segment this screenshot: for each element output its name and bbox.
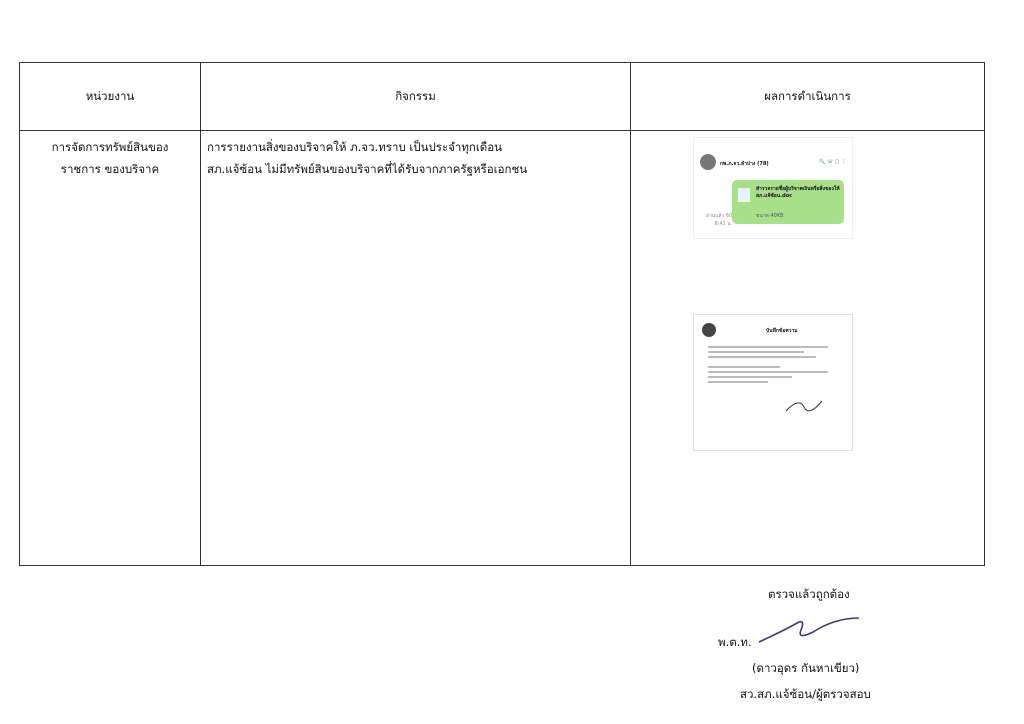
avatar bbox=[700, 154, 716, 170]
signer-position: สว.สภ.แจ้ซ้อน/ผู้ตรวจสอบ bbox=[740, 687, 871, 701]
file-size: ขนาด 40KB bbox=[756, 213, 784, 219]
handwritten-signature bbox=[755, 612, 865, 646]
signer-name: (ดาวอุดร กันหาเขียว) bbox=[752, 661, 860, 675]
header-result: ผลการดำเนินการ bbox=[631, 63, 985, 131]
memo-title: บันทึกข้อความ bbox=[766, 328, 798, 334]
header-activity: กิจกรรม bbox=[201, 63, 631, 131]
document-icon bbox=[738, 188, 750, 202]
activity-cell bbox=[201, 131, 631, 566]
chat-toolbar-icons: 🔍 ☏ ▢ ⋮ bbox=[819, 159, 846, 165]
unit-line: ราชการ ของบริจาค bbox=[60, 162, 160, 176]
unit-line: การจัดการทรัพย์สินของ bbox=[51, 140, 169, 154]
chat-group-name: กพ.ภ.จว.ลำปาง (78) bbox=[720, 161, 769, 167]
verified-label: ตรวจแล้วถูกต้อง bbox=[768, 587, 850, 601]
read-status: อ่านแล้ว 60 bbox=[706, 213, 733, 219]
activity-line: สภ.แจ้ซ้อน ไม่มีทรัพย์สินของบริจาคที่ได้รับจากภาครัฐหรือเอกชน bbox=[207, 162, 528, 176]
report-table bbox=[19, 62, 985, 566]
chat-screenshot bbox=[693, 137, 853, 239]
garuda-emblem-icon bbox=[702, 323, 716, 337]
unit-cell bbox=[20, 131, 201, 566]
signer-rank: พ.ต.ท. bbox=[718, 635, 752, 649]
result-cell bbox=[631, 131, 985, 566]
file-message bbox=[732, 180, 844, 224]
activity-line: การรายงานสิ่งของบริจาคให้ ภ.จว.ทราบ เป็นประจำทุกเดือน bbox=[207, 140, 503, 154]
memo-screenshot bbox=[693, 314, 853, 451]
message-time: 8:41 น. bbox=[714, 221, 733, 227]
memo-signature bbox=[784, 395, 824, 415]
file-name: สำรวจรายชื่อผู้บริจาคเงินหรือสิ่งของให้ สภ.แจ้ซ้อน.doc bbox=[756, 186, 840, 199]
header-unit: หน่วยงาน bbox=[20, 63, 201, 131]
